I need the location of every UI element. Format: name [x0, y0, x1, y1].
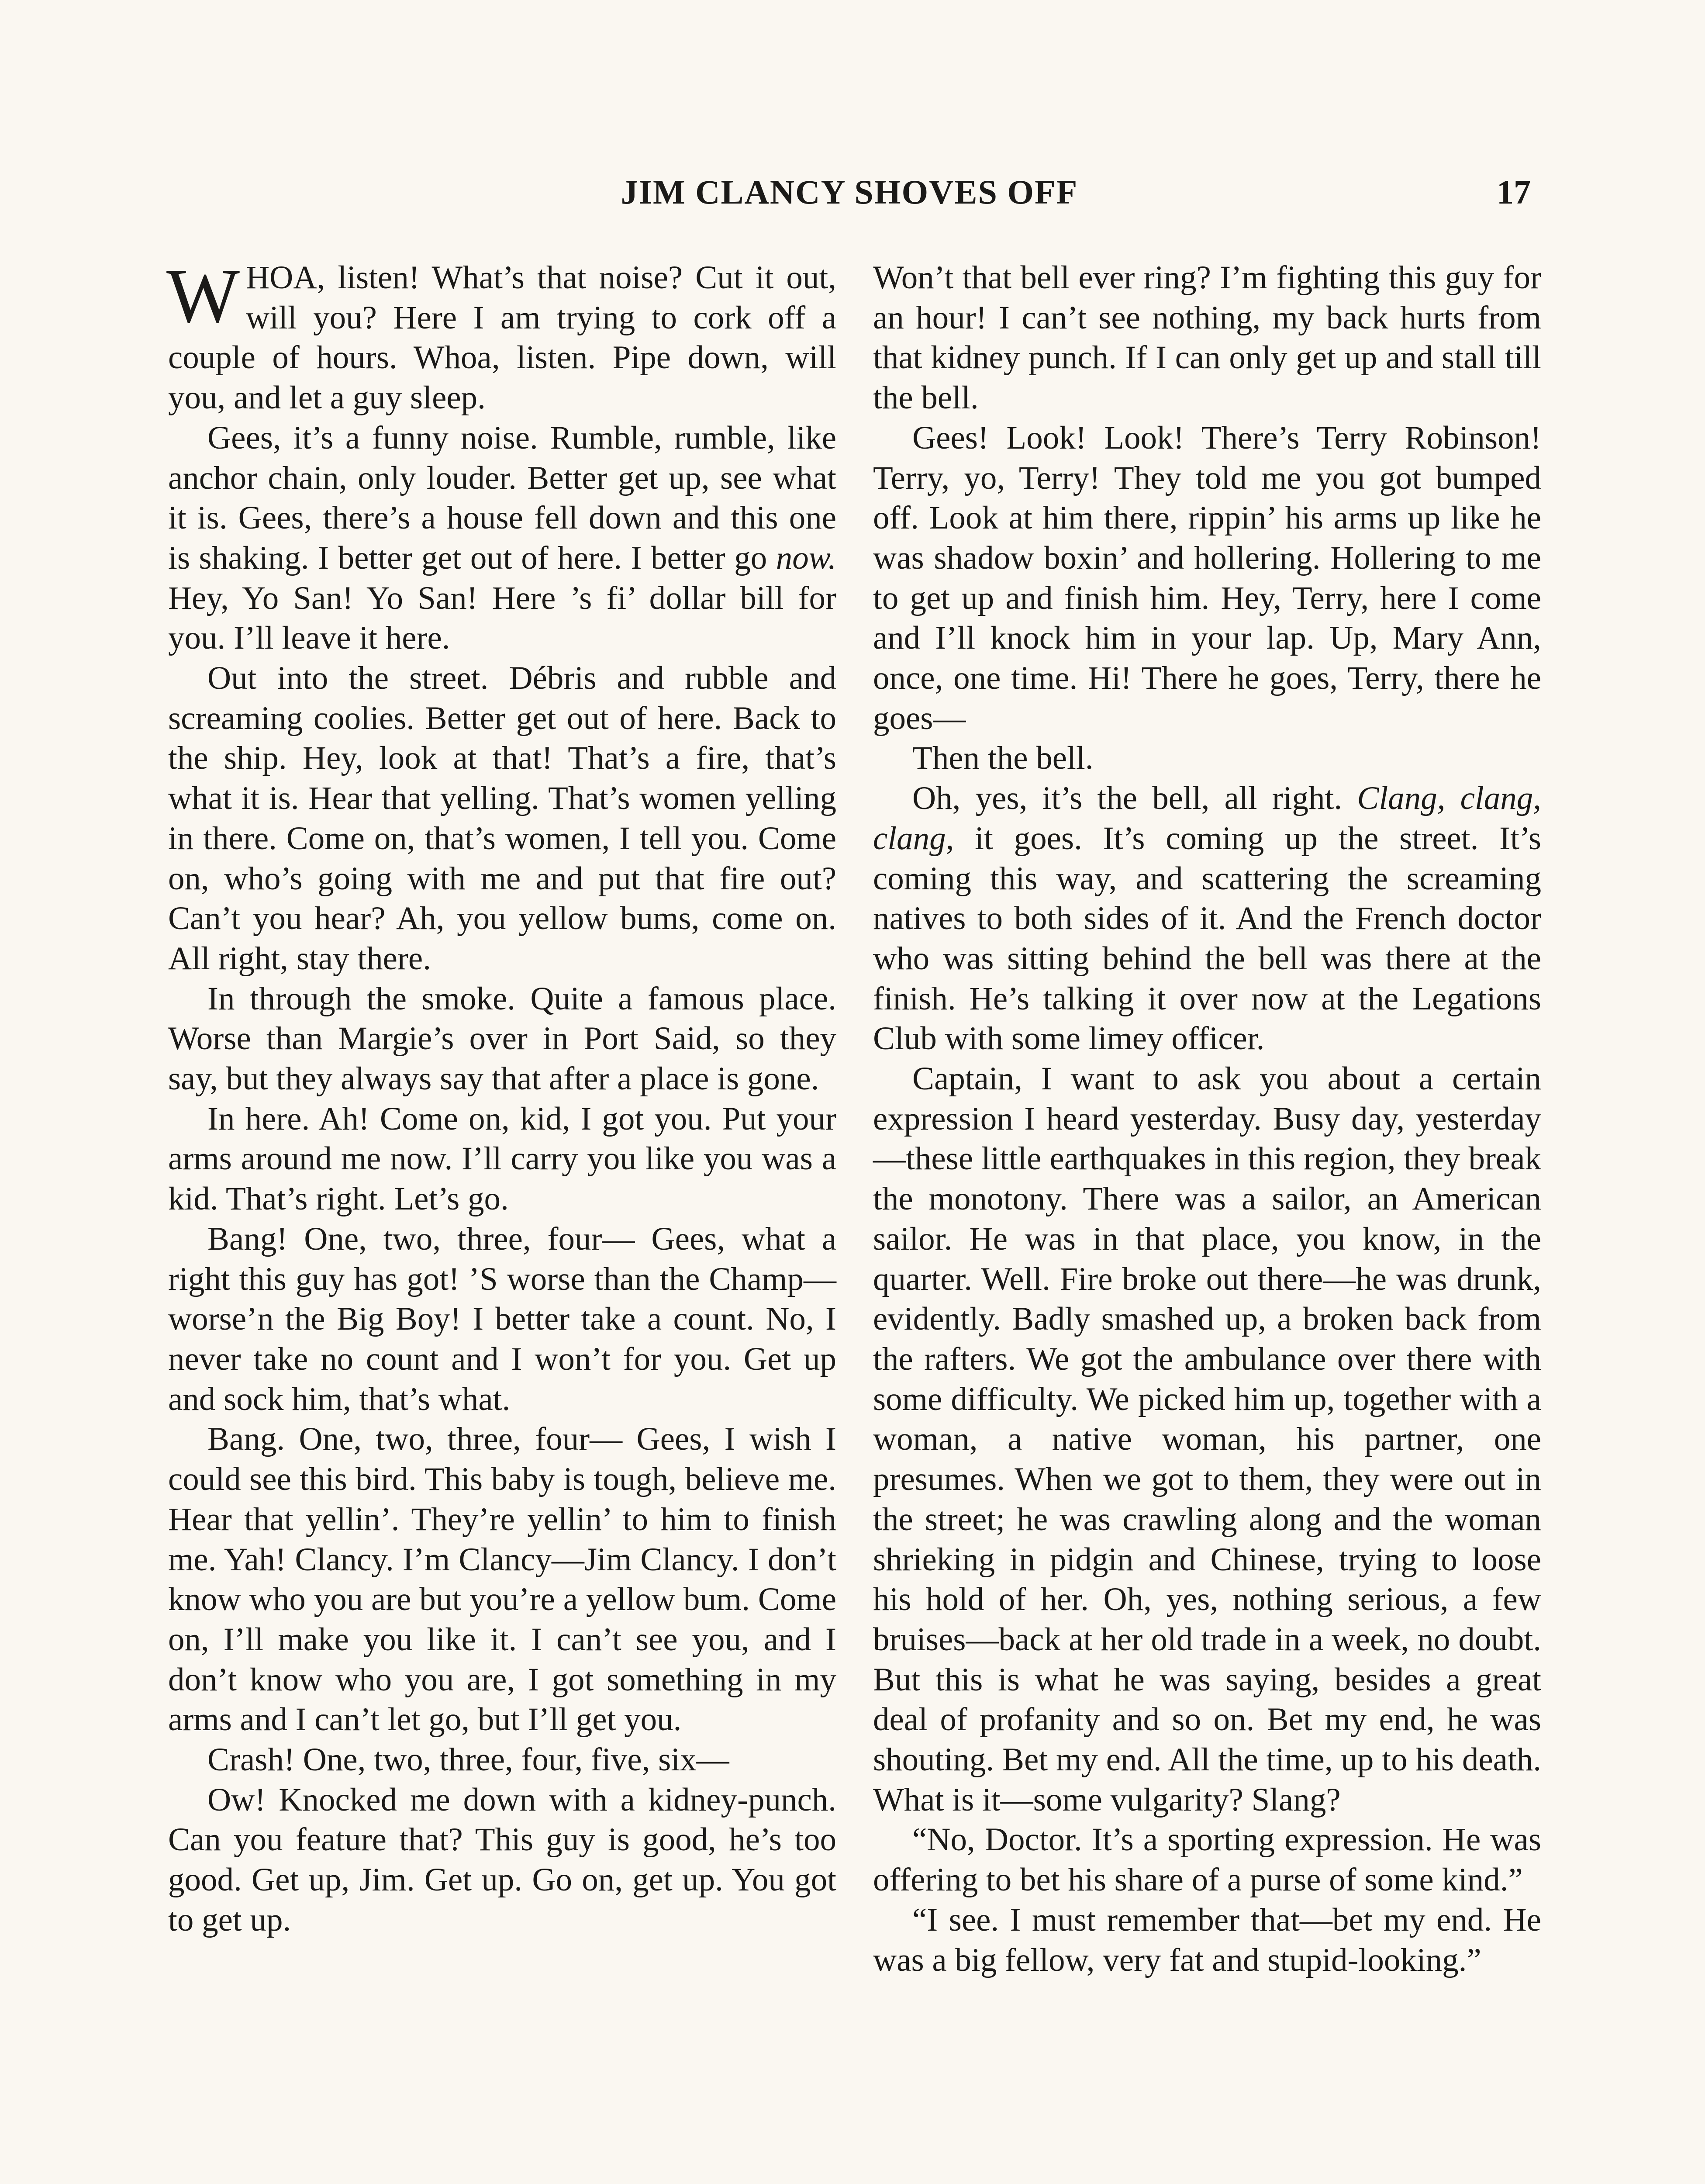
paragraph-16: “I see. I must remember that—bet my end. He was a big fellow, very fat and stupid-looking.” [873, 1901, 1541, 1978]
right-column [873, 258, 1541, 1980]
drop-cap: W [166, 252, 240, 339]
paragraph-2-text-b: Hey, Yo San! Yo San! Here ’s fi’ dollar bill for you. I’ll leave it here. [168, 580, 836, 657]
page-number: 17 [1497, 173, 1531, 211]
running-title: JIM CLANCY SHOVES OFF [621, 173, 1078, 211]
paragraph-7: Bang. One, two, three, four— Gees, I wish I could see this bird. This baby is tough, believe me. Hear that yellin’. They’re yellin’ to him to finish me. Yah! Clancy. I’m Clancy—Jim Clancy. I don’t know who you are but you’re a yellow bum. Come on, I’ll make you like it. I can’t see you, and I don’t know who you are, I got something in my arms and I can’t let go, but I’ll get you. [168, 1421, 836, 1738]
paragraph-13-emphasis: Clang, clang, clang, [873, 780, 1541, 857]
left-column [166, 252, 836, 1940]
paragraph-5: In here. Ah! Come on, kid, I got you. Put your arms around me now. I’ll carry you like you was a kid. That’s right. Let’s go. [168, 1100, 836, 1217]
paragraph-8: Crash! One, two, three, four, five, six— [207, 1742, 729, 1778]
paragraph-1 [166, 252, 836, 418]
running-head [168, 168, 1531, 216]
paragraph-6: Bang! One, two, three, four— Gees, what a right this guy has got! ’S worse than the Champ—worse’n the Big Boy! I better take a count. No, I never take no count and I won’t for you. Get up and sock him, that’s what. [168, 1220, 836, 1417]
paragraph-1-text: HOA, listen! What’s that noise? Cut it out, will you? Here I am trying to cork off a couple of hours. Whoa, listen. Pipe down, will you, and let a guy sleep. [168, 259, 836, 416]
paragraph-2-emphasis: now. [776, 539, 836, 576]
paragraph-4: In through the smoke. Quite a famous place. Worse than Margie’s over in Port Said, so they say, but they always say that after a place is gone. [168, 980, 836, 1097]
paragraph-13-text-b: it goes. It’s coming up the street. It’s coming this way, and scattering the screaming natives to both sides of it. And the French doctor who was sitting behind the bell was there at the finish. He’s talking it over now at the Legations Club with some limey officer. [873, 820, 1541, 1057]
paragraph-9: Ow! Knocked me down with a kidney-punch. Can you feature that? This guy is good, he’s too good. Get up, Jim. Get up. Go on, get up. You got to get up. [168, 1781, 836, 1938]
paragraph-2 [168, 418, 836, 658]
paragraph-12: Then the bell. [912, 740, 1094, 777]
paragraph-13-text-a: Oh, yes, it’s the bell, all right. [912, 780, 1357, 817]
paragraph-11: Gees! Look! Look! There’s Terry Robinson! Terry, yo, Terry! They told me you got bumped off. Look at him there, rippin’ his arms up like he was shadow boxin’ and hollering. Hollering to me to get up and finish him. Hey, Terry, here I come and I’ll knock him in your lap. Up, Mary Ann, once, one time. Hi! There he goes, Terry, there he goes— [873, 419, 1541, 736]
paragraph-2-text-a: Gees, it’s a funny noise. Rumble, rumble, like anchor chain, only louder. Better get up, see what it is. Gees, there’s a house fell down and this one is shaking. I better get out of here. I better go [168, 419, 836, 576]
paragraph-14: Captain, I want to ask you about a certain expression I heard yesterday. Busy day, yesterday—these little earthquakes in this region, they break the monotony. There was a sailor, an American sailor. He was in that place, you know, in the quarter. Well. Fire broke out there—he was drunk, evidently. Badly smashed up, a broken back from the rafters. We got the ambulance over there with some difficulty. We picked him up, together with a woman, a native woman, his partner, one presumes. When we got to them, they were out in the street; he was crawling along and the woman shrieking in pidgin and Chinese, trying to loose his hold of her. Oh, yes, nothing serious, a few bruises—back at her old trade in a week, no doubt. But this is what he was saying, besides a great deal of profanity and so on. Bet my end, he was shouting. Bet my end. All the time, up to his death. What is it—some vulgarity? Slang? [873, 1061, 1541, 1818]
paragraph-3: Out into the street. Débris and rubble and screaming coolies. Better get out of here. Back to the ship. Hey, look at that! That’s a fire, that’s what it is. Hear that yelling. That’s women yelling in there. Come on, that’s women, I tell you. Come on, who’s going with me and put that fire out? Can’t you hear? Ah, you yellow bums, come on. All right, stay there. [168, 660, 836, 977]
paragraph-10: Won’t that bell ever ring? I’m fighting this guy for an hour! I can’t see nothing, my back hurts from that kidney punch. If I can only get up and stall till the bell. [873, 259, 1541, 416]
paragraph-15: “No, Doctor. It’s a sporting expression. He was offering to bet his share of a purse of some kind.” [873, 1821, 1541, 1898]
paragraph-13 [873, 778, 1541, 1059]
